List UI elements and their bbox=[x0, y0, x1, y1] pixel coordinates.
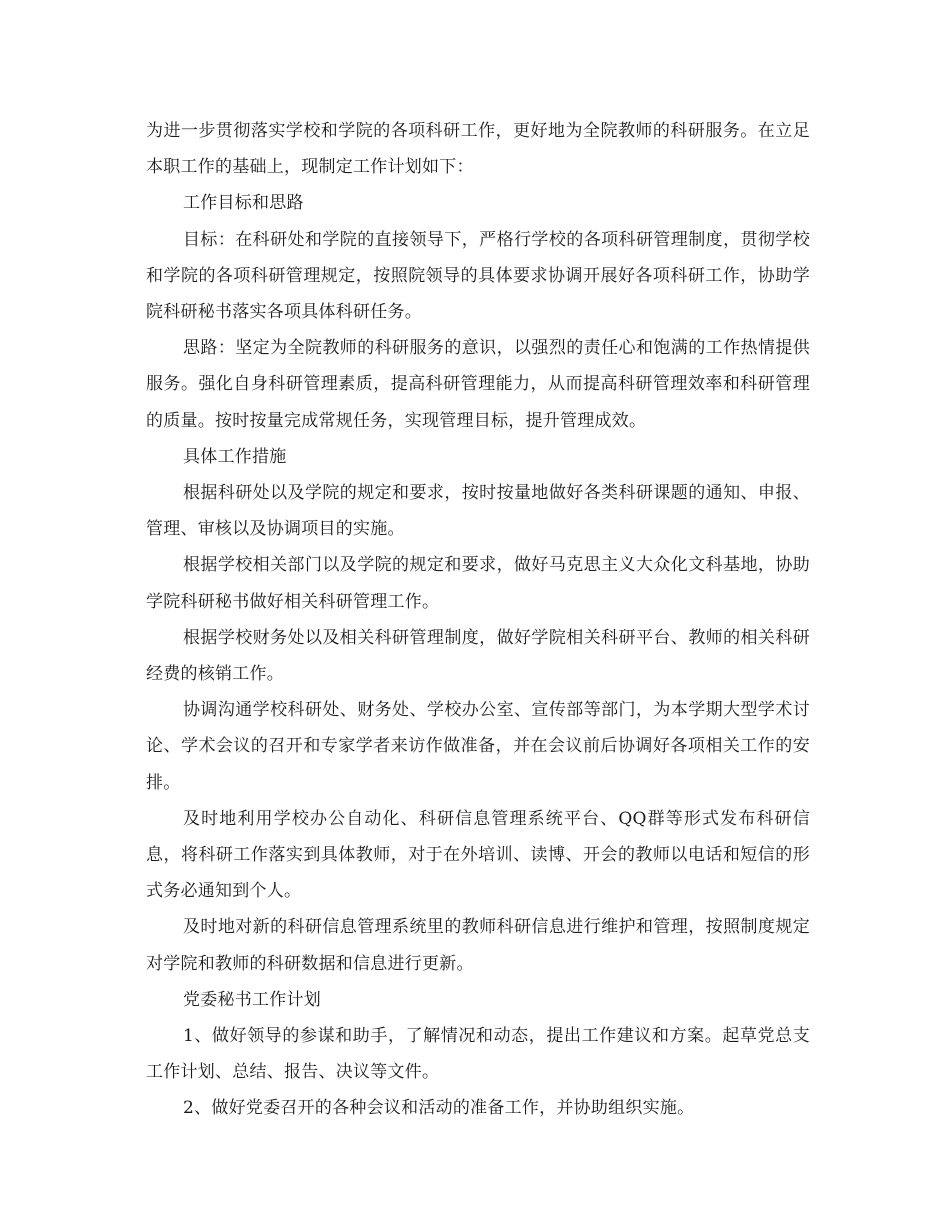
paragraph-measure-5: 及时地利用学校办公自动化、科研信息管理系统平台、QQ群等形式发布科研信息，将科研工作落实到具体教师，对于在外培训、读博、开会的教师以电话和短信的形式务必通知到个人。 bbox=[146, 808, 810, 902]
paragraph-ideas: 思路：坚定为全院教师的科研服务的意识，以强烈的责任心和饱满的工作热情提供服务。强化自身科研管理素质，提高科研管理能力，从而提高科研管理效率和科研管理的质量。按时按量完成常规任务，实现管理目标，提升管理成效。 bbox=[146, 338, 810, 431]
paragraph-intro: 为进一步贯彻落实学校和学院的各项科研工作，更好地为全院教师的科研服务。在立足本职工作的基础上，现制定工作计划如下： bbox=[146, 121, 810, 178]
paragraph-measure-3: 根据学校财务处以及相关科研管理制度，做好学院相关科研平台、教师的相关科研经费的核销工作。 bbox=[146, 627, 810, 685]
paragraph-goal: 目标：在科研处和学院的直接领导下，严格行学校的各项科研管理制度，贯彻学校和学院的各项科研管理规定，按照院领导的具体要求协调开展好各项科研工作，协助学院科研秘书落实各项具体科研任务。 bbox=[146, 229, 810, 323]
heading-specific-measures: 具体工作措施 bbox=[183, 446, 287, 467]
heading-goals-and-ideas: 工作目标和思路 bbox=[183, 193, 304, 214]
paragraph-party-item-1: 1、做好领导的参谋和助手，了解情况和动态，提出工作建议和方案。起草党总支工作计划、总结、报告、决议等文件。 bbox=[146, 1026, 810, 1083]
heading-party-secretary-plan: 党委秘书工作计划 bbox=[183, 989, 321, 1010]
document-body bbox=[146, 113, 810, 1127]
paragraph-measure-2: 根据学校相关部门以及学院的规定和要求，做好马克思主义大众化文科基地，协助学院科研秘书做好相关科研管理工作。 bbox=[146, 555, 810, 612]
paragraph-measure-6: 及时地对新的科研信息管理系统里的教师科研信息进行维护和管理，按照制度规定对学院和教师的科研数据和信息进行更新。 bbox=[146, 917, 810, 974]
paragraph-measure-4: 协调沟通学校科研处、财务处、学校办公室、宣传部等部门，为本学期大型学术讨论、学术会议的召开和专家学者来访作做准备，并在会议前后协调好各项相关工作的安排。 bbox=[146, 700, 810, 793]
paragraph-party-item-2: 2、做好党委召开的各种会议和活动的准备工作，并协助组织实施。 bbox=[183, 1098, 695, 1119]
paragraph-measure-1: 根据科研处以及学院的规定和要求，按时按量地做好各类科研课题的通知、申报、管理、审核以及协调项目的实施。 bbox=[146, 483, 810, 540]
